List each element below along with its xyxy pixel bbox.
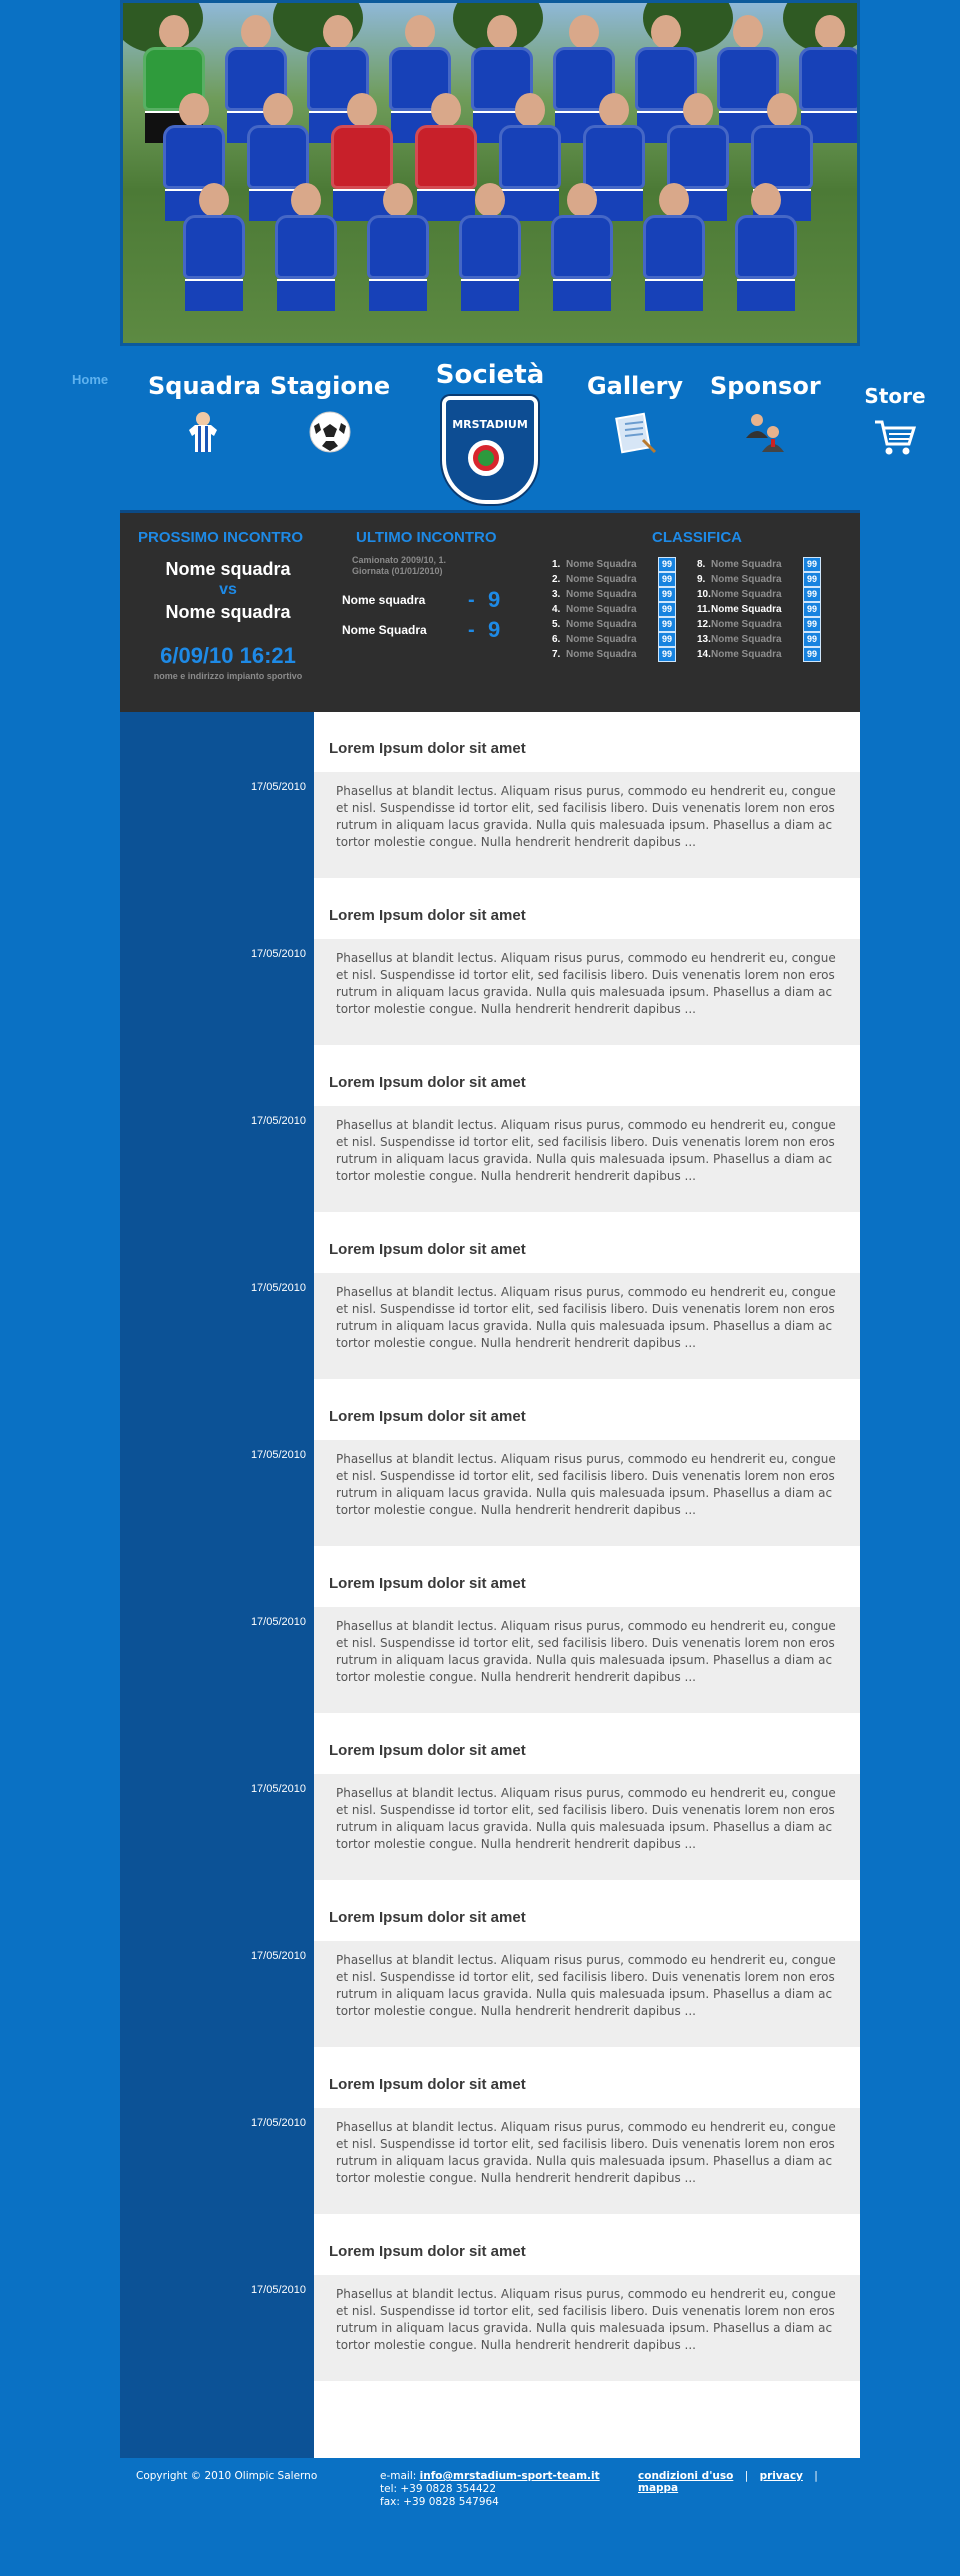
standings-points: 99 [658,587,676,602]
news-body-line: tortor molestie congue. Nulla hendrerit hendrerit dapibus ... [336,2004,696,2018]
logo-text: MRSTADIUM [452,418,528,431]
photo-player [459,183,521,311]
news-excerpt [314,2108,860,2214]
news-date: 17/05/2010 [250,1950,306,1962]
news-body-line: rutrum in aliquam lacus gravida. Nulla quis malesuada ipsum. Phasellus a diam ac [336,2321,833,2335]
news-body-line: tortor molestie congue. Nulla hendrerit hendrerit dapibus ... [336,2338,696,2352]
standings-position: 13. [697,634,711,645]
news-body-line: tortor molestie congue. Nulla hendrerit hendrerit dapibus ... [336,1670,696,1684]
next-match-datetime: 6/09/10 16:21 [160,643,296,668]
footer-contacts [380,2470,600,2509]
standings-row [552,602,676,617]
standings-row [697,632,821,647]
standings-row [552,632,676,647]
nav-label-sponsor: Sponsor [710,372,821,400]
standings-position: 9. [697,574,706,585]
standings-team[interactable]: Nome Squadra [566,634,637,645]
footer-links [638,2470,860,2494]
nav-home-link[interactable]: Home [72,372,109,387]
news-body-line: tortor molestie congue. Nulla hendrerit hendrerit dapibus ... [336,1169,696,1183]
footer-email-label: e-mail: [380,2470,417,2482]
standings-points: 99 [658,602,676,617]
news-title-link[interactable]: Lorem Ipsum dolor sit amet [329,2076,526,2093]
news-body-line: et nisl. Suspendisse id tortor elit, sed facilisis libero. Duis venenatis lorem non eros [336,1970,835,1984]
standings-position: 5. [552,619,561,630]
news-body-line: et nisl. Suspendisse id tortor elit, sed facilisis libero. Duis venenatis lorem non eros [336,968,835,982]
nav-item-store[interactable] [850,384,940,463]
standings-points: 99 [658,557,676,572]
last-match-home-score: 9 [488,587,501,612]
standings-row [552,572,676,587]
standings-row [697,557,821,572]
standings-row [697,587,821,602]
news-excerpt [314,1941,860,2047]
standings-points: 99 [803,557,821,572]
footer-email-link[interactable]: info@mrstadium-sport-team.it [419,2470,600,2482]
news-date: 17/05/2010 [250,1783,306,1795]
news-title-link[interactable]: Lorem Ipsum dolor sit amet [329,2243,526,2260]
standings-row [552,587,676,602]
news-date: 17/05/2010 [250,1115,306,1127]
player-jersey-icon [181,410,225,454]
news-title-link[interactable]: Lorem Ipsum dolor sit amet [329,1742,526,1759]
standings-points: 99 [803,572,821,587]
news-body-line: Phasellus at blandit lectus. Aliquam risus purus, commodo eu hendrerit eu, congue [336,2287,836,2301]
standings-row [697,572,821,587]
news-body-line: Phasellus at blandit lectus. Aliquam risus purus, commodo eu hendrerit eu, congue [336,2120,836,2134]
sponsor-people-icon [743,410,787,454]
nav-item-societa[interactable] [420,360,560,504]
next-match-away-team: Nome squadra [165,602,291,622]
news-title-link[interactable]: Lorem Ipsum dolor sit amet [329,1909,526,1926]
standings-team[interactable]: Nome Squadra [711,574,782,585]
photo-player [551,183,613,311]
standings-team[interactable]: Nome Squadra [566,649,637,660]
nav-label-societa: Società [435,360,545,390]
standings-team[interactable]: Nome Squadra [566,559,637,570]
standings-team[interactable]: Nome Squadra [711,604,782,615]
standings-team[interactable]: Nome Squadra [711,649,782,660]
standings-position: 10. [697,589,711,600]
standings-team[interactable]: Nome Squadra [566,619,637,630]
standings-team[interactable]: Nome Squadra [566,574,637,585]
nav-label-store: Store [864,384,926,408]
news-date: 17/05/2010 [250,2117,306,2129]
news-excerpt [314,772,860,878]
news-excerpt [314,1774,860,1880]
news-body-line: tortor molestie congue. Nulla hendrerit hendrerit dapibus ... [336,835,696,849]
news-body-line: Phasellus at blandit lectus. Aliquam risus purus, commodo eu hendrerit eu, congue [336,1285,836,1299]
news-body-line: rutrum in aliquam lacus gravida. Nulla quis malesuada ipsum. Phasellus a diam ac [336,818,833,832]
last-match-dash-2: - [468,619,475,641]
news-body-line: et nisl. Suspendisse id tortor elit, sed facilisis libero. Duis venenatis lorem non eros [336,1469,835,1483]
news-body-line: Phasellus at blandit lectus. Aliquam risus purus, commodo eu hendrerit eu, congue [336,784,836,798]
standings-points: 99 [803,647,821,662]
nav-item-squadra[interactable] [148,372,261,460]
photo-player [275,183,337,311]
nav-item-stagione[interactable] [270,372,390,460]
news-body-line: rutrum in aliquam lacus gravida. Nulla quis malesuada ipsum. Phasellus a diam ac [336,1319,833,1333]
news-date-column [120,712,314,2458]
standings-position: 2. [552,574,561,585]
standings-position: 1. [552,559,561,570]
last-match-info [352,555,446,577]
next-match-vs: vs [219,581,237,598]
news-date: 17/05/2010 [250,1616,306,1628]
news-title-link[interactable]: Lorem Ipsum dolor sit amet [329,1408,526,1425]
standings-team[interactable]: Nome Squadra [711,559,782,570]
shopping-cart-icon [873,414,917,458]
photo-player [643,183,705,311]
news-body-line: rutrum in aliquam lacus gravida. Nulla quis malesuada ipsum. Phasellus a diam ac [336,1987,833,2001]
standings-points: 99 [658,617,676,632]
news-body-line: tortor molestie congue. Nulla hendrerit hendrerit dapibus ... [336,1336,696,1350]
news-body-line: Phasellus at blandit lectus. Aliquam risus purus, commodo eu hendrerit eu, congue [336,951,836,965]
match-panel [120,510,860,712]
standings-position: 8. [697,559,706,570]
standings-position: 11. [697,604,711,615]
team-photo [120,0,860,346]
standings-points: 99 [803,632,821,647]
news-body-line: tortor molestie congue. Nulla hendrerit hendrerit dapibus ... [336,1002,696,1016]
soccer-ball-icon [308,410,352,454]
nav-label-gallery: Gallery [586,372,684,400]
nav-item-gallery[interactable] [580,372,690,460]
news-body-line: tortor molestie congue. Nulla hendrerit hendrerit dapibus ... [336,1837,696,1851]
gallery-frame-icon [613,410,657,454]
nav-label-stagione: Stagione [270,372,391,400]
standings-row [552,557,676,572]
news-body-line: Phasellus at blandit lectus. Aliquam risus purus, commodo eu hendrerit eu, congue [336,1953,836,1967]
standings-row [697,602,821,617]
standings-team[interactable]: Nome Squadra [566,589,637,600]
standings-row [552,617,676,632]
footer-link-privacy[interactable]: privacy [759,2470,803,2482]
last-match-info-line1: Camionato 2009/10, 1. [352,555,447,565]
news-body-line: et nisl. Suspendisse id tortor elit, sed facilisis libero. Duis venenatis lorem non eros [336,801,835,815]
standings-points: 99 [803,602,821,617]
news-body-line: Phasellus at blandit lectus. Aliquam risus purus, commodo eu hendrerit eu, congue [336,1786,836,1800]
news-body-line: et nisl. Suspendisse id tortor elit, sed facilisis libero. Duis venenatis lorem non eros [336,1302,835,1316]
news-title-link[interactable]: Lorem Ipsum dolor sit amet [329,1074,526,1091]
standings-row [697,617,821,632]
standings-row [552,647,676,662]
news-title-link[interactable]: Lorem Ipsum dolor sit amet [329,907,526,924]
news-body-line: rutrum in aliquam lacus gravida. Nulla quis malesuada ipsum. Phasellus a diam ac [336,985,833,999]
nav-item-sponsor[interactable] [710,372,820,460]
club-shield-logo [442,396,538,504]
news-excerpt [314,2275,860,2381]
standings-team[interactable]: Nome Squadra [711,589,782,600]
standings-points: 99 [803,617,821,632]
footer-link-conditions[interactable]: condizioni d'uso [638,2470,734,2482]
standings-heading: CLASSIFICA [652,529,742,546]
news-body-line: rutrum in aliquam lacus gravida. Nulla quis malesuada ipsum. Phasellus a diam ac [336,2154,833,2168]
standings-position: 6. [552,634,561,645]
standings-team[interactable]: Nome Squadra [711,619,782,630]
news-body-line: Phasellus at blandit lectus. Aliquam risus purus, commodo eu hendrerit eu, congue [336,1452,836,1466]
footer-fax: fax: +39 0828 547964 [380,2496,499,2508]
next-match-home-team: Nome squadra [165,559,291,579]
last-match-info-line2: Giornata (01/01/2010) [352,566,443,576]
next-match-venue: nome e indirizzo impianto sportivo [153,671,303,681]
news-date: 17/05/2010 [250,781,306,793]
last-match-dash: - [468,589,475,611]
news-body-line: Phasellus at blandit lectus. Aliquam risus purus, commodo eu hendrerit eu, congue [336,1619,836,1633]
standings-position: 7. [552,649,561,660]
news-body-line: et nisl. Suspendisse id tortor elit, sed facilisis libero. Duis venenatis lorem non eros [336,2137,835,2151]
standings-team[interactable]: Nome Squadra [566,604,637,615]
footer-tel: tel: +39 0828 354422 [380,2483,497,2495]
news-body-line: tortor molestie congue. Nulla hendrerit hendrerit dapibus ... [336,2171,696,2185]
footer-separator: | [744,2470,749,2482]
photo-player [735,183,797,311]
photo-player [367,183,429,311]
news-title-link[interactable]: Lorem Ipsum dolor sit amet [329,1575,526,1592]
standings-points: 99 [658,572,676,587]
news-title-link[interactable]: Lorem Ipsum dolor sit amet [329,740,526,757]
news-excerpt [314,1273,860,1379]
news-body-line: rutrum in aliquam lacus gravida. Nulla quis malesuada ipsum. Phasellus a diam ac [336,1820,833,1834]
news-body-line: rutrum in aliquam lacus gravida. Nulla quis malesuada ipsum. Phasellus a diam ac [336,1152,833,1166]
news-excerpt [314,1440,860,1546]
news-body-line: et nisl. Suspendisse id tortor elit, sed facilisis libero. Duis venenatis lorem non eros [336,1636,835,1650]
last-match-away-score: 9 [488,617,501,642]
news-date: 17/05/2010 [250,1449,306,1461]
news-body-line: rutrum in aliquam lacus gravida. Nulla quis malesuada ipsum. Phasellus a diam ac [336,1653,833,1667]
last-match-heading: ULTIMO INCONTRO [356,529,497,546]
next-match-heading: PROSSIMO INCONTRO [138,529,304,546]
standings-position: 3. [552,589,561,600]
footer-copyright: Copyright © 2010 Olimpic Salerno [136,2470,318,2482]
news-date: 17/05/2010 [250,2284,306,2296]
news-excerpt [314,939,860,1045]
news-excerpt [314,1106,860,1212]
logo-emblem [468,440,504,476]
standings-position: 14. [697,649,711,660]
news-excerpt [314,1607,860,1713]
news-body-line: rutrum in aliquam lacus gravida. Nulla quis malesuada ipsum. Phasellus a diam ac [336,1486,833,1500]
news-list [314,712,860,2458]
news-date: 17/05/2010 [250,948,306,960]
footer-link-map[interactable]: mappa [638,2482,679,2494]
standings-team[interactable]: Nome Squadra [711,634,782,645]
standings-position: 4. [552,604,561,615]
news-title-link[interactable]: Lorem Ipsum dolor sit amet [329,1241,526,1258]
news-body-line: et nisl. Suspendisse id tortor elit, sed facilisis libero. Duis venenatis lorem non eros [336,2304,835,2318]
footer-separator: | [814,2470,818,2482]
standings-points: 99 [803,587,821,602]
nav-label-squadra: Squadra [148,372,261,400]
standings-position: 12. [697,619,711,630]
last-match-away-team: Nome Squadra [342,623,427,637]
footer-email-line [380,2470,600,2483]
photo-player [183,183,245,311]
standings-row [697,647,821,662]
standings-points: 99 [658,647,676,662]
news-body-line: Phasellus at blandit lectus. Aliquam risus purus, commodo eu hendrerit eu, congue [336,1118,836,1132]
news-body-line: et nisl. Suspendisse id tortor elit, sed facilisis libero. Duis venenatis lorem non eros [336,1803,835,1817]
news-date: 17/05/2010 [250,1282,306,1294]
news-body-line: tortor molestie congue. Nulla hendrerit hendrerit dapibus ... [336,1503,696,1517]
last-match-home-team: Nome squadra [342,593,426,607]
standings-points: 99 [658,632,676,647]
news-body-line: et nisl. Suspendisse id tortor elit, sed facilisis libero. Duis venenatis lorem non eros [336,1135,835,1149]
